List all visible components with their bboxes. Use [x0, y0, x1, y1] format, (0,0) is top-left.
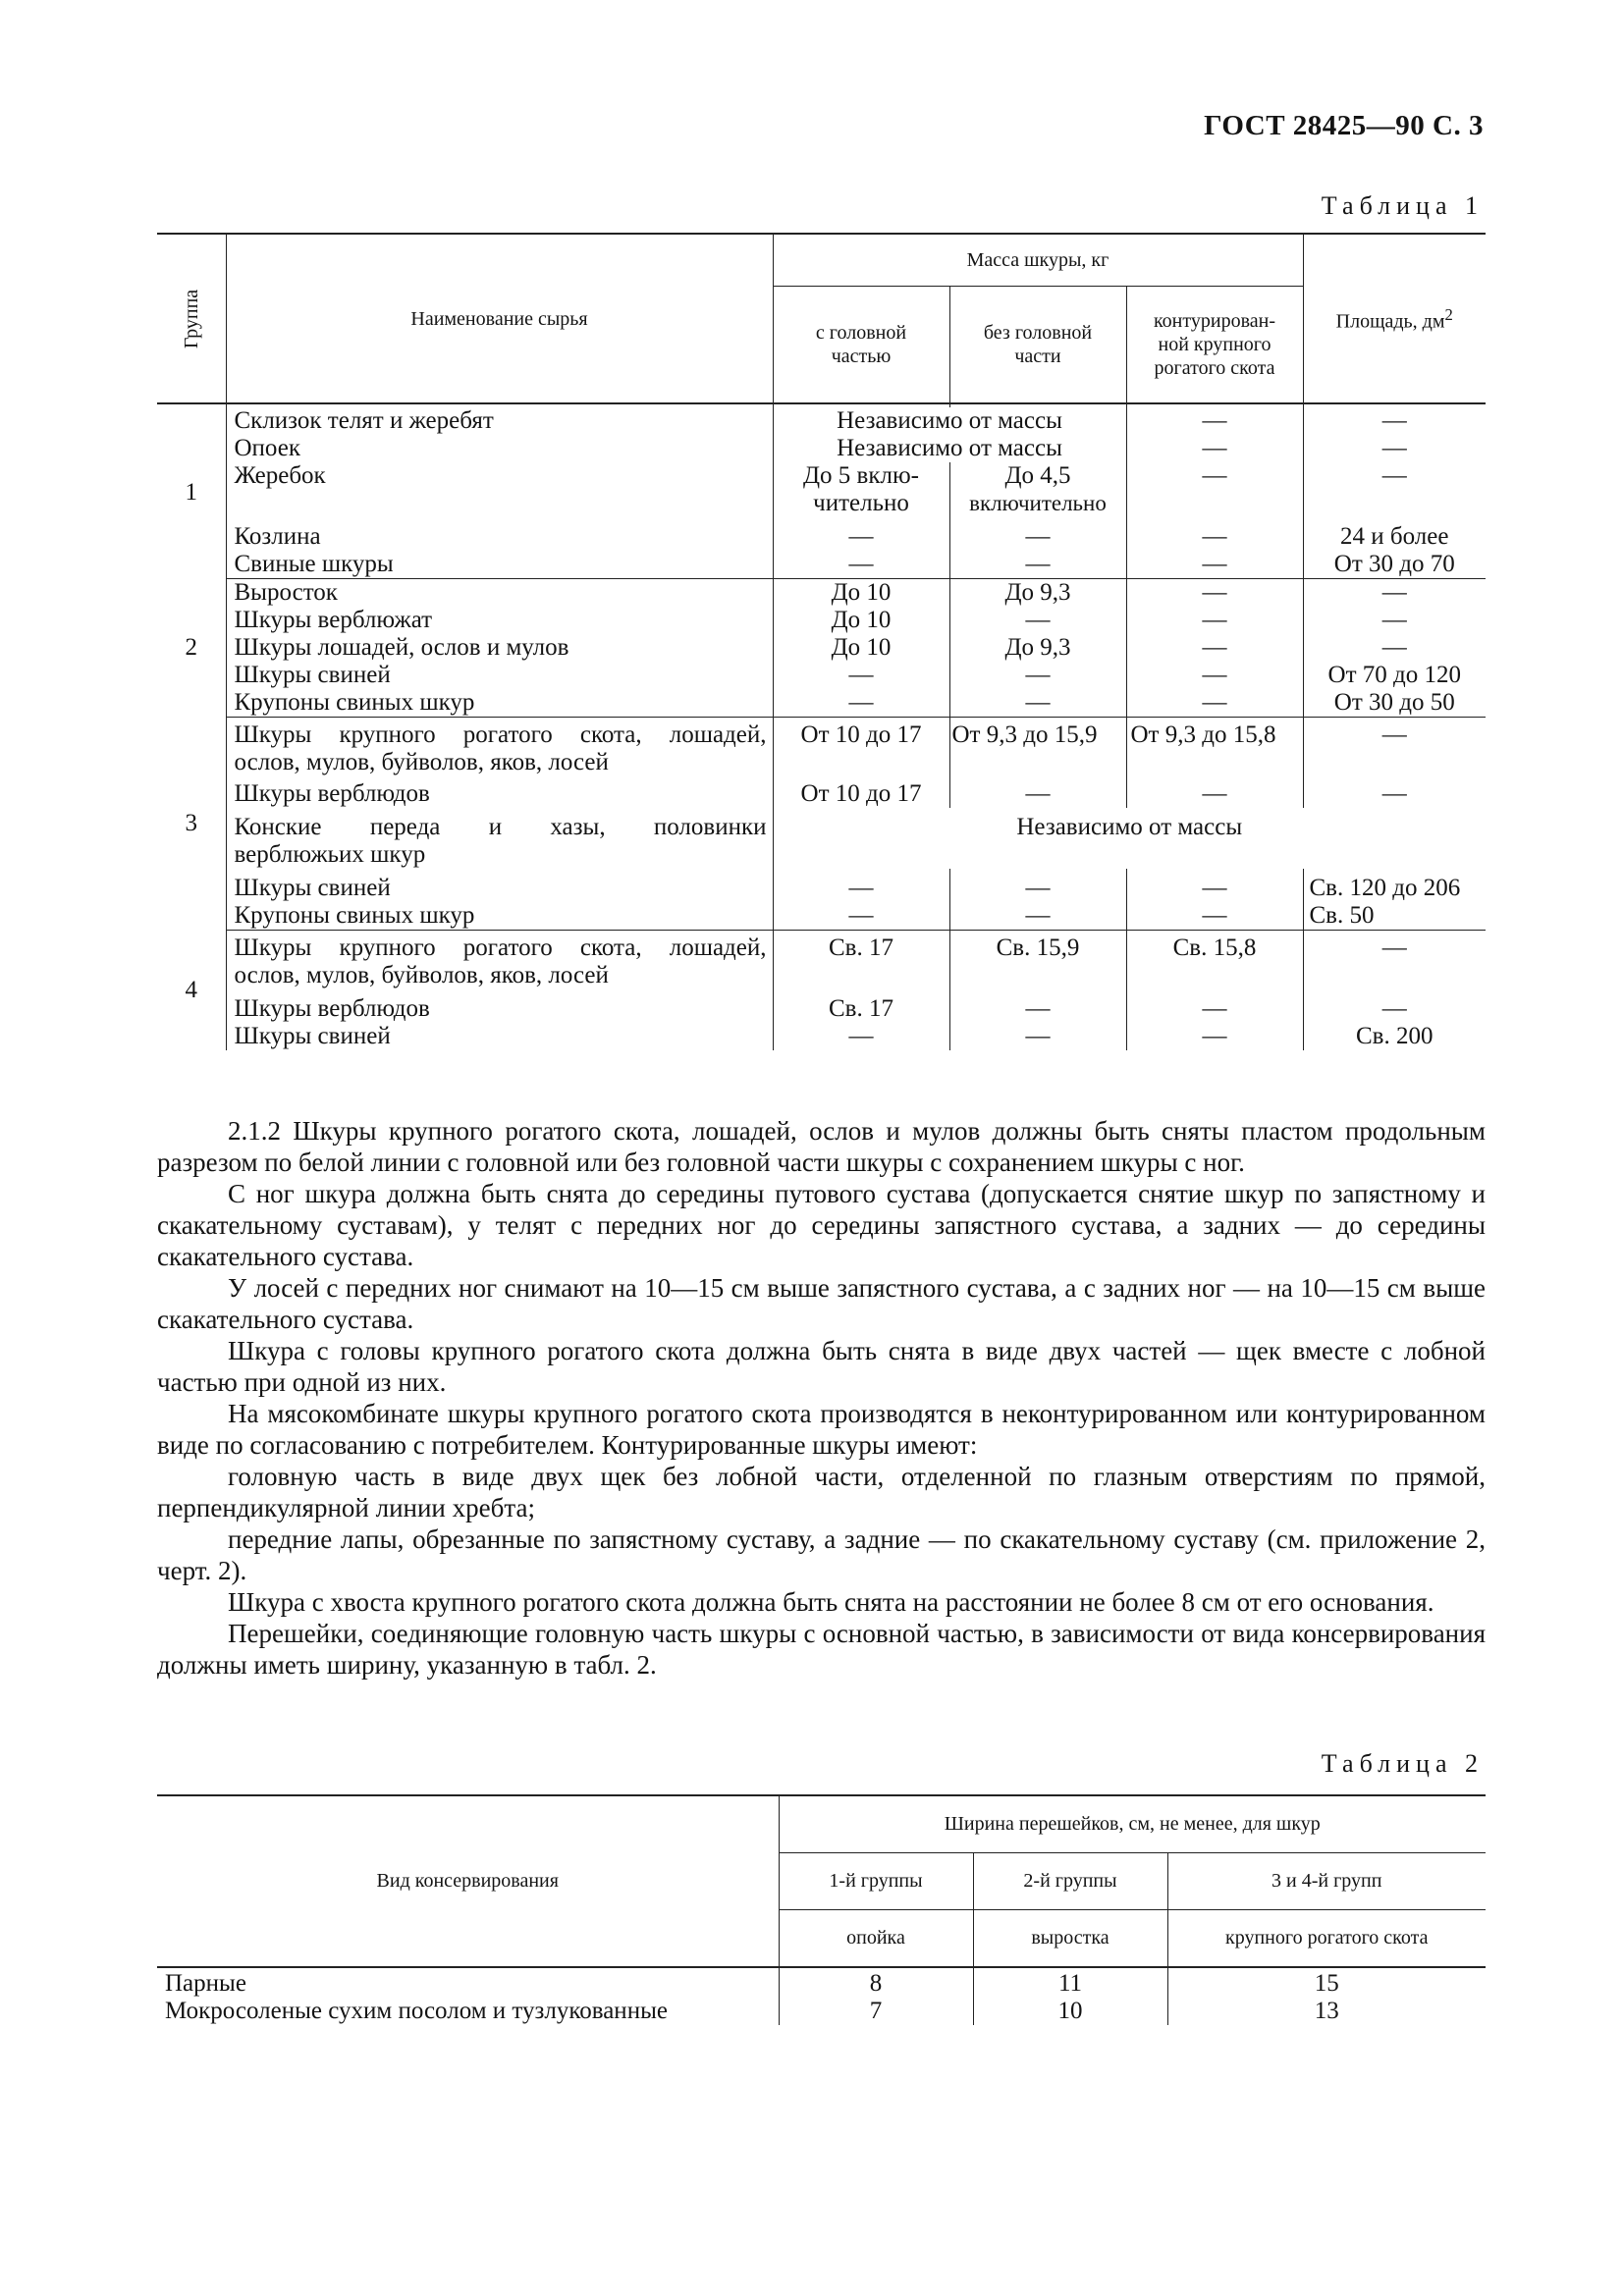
- table-row: Шкуры свиней — — — Св. 120 до 206: [157, 869, 1486, 902]
- paragraph: Шкура с хвоста крупного рогатого скота должна быть снята на расстоянии не более 8 см от его основания.: [228, 1587, 1434, 1617]
- body-text: [157, 1115, 1486, 1681]
- paragraph: Перешейки, соединяющие головную часть шкуры с основной частью, в зависимости от вида консервирования должны иметь ширину, указанную в табл. 2.: [157, 1619, 1486, 1680]
- col-mass-header: Масса шкуры, кг: [773, 234, 1303, 287]
- table-row: Свиные шкуры — — — От 30 до 70: [157, 551, 1486, 579]
- col-group-header: Группа: [157, 234, 226, 403]
- table-row: Шкуры верблюдов Св. 17 — — —: [157, 989, 1486, 1023]
- col-g1-header: 1-й группы: [779, 1853, 973, 1910]
- table-row: Конские передa и хазы, половинки верблюжьих шкур Независимо от массы: [157, 808, 1486, 869]
- table-row: Крупоны свиных шкур — — — Св. 50: [157, 902, 1486, 931]
- col-width-header: Ширина перешейков, см, не менее, для шкур: [779, 1795, 1486, 1853]
- table-row: 3 Шкуры крупного рогатого скота, лошадей, ослов, мулов, буйволов, яков, лосей От 10 до 17 От 9,3 до 15,9 От 9,3 до 15,8 —: [157, 718, 1486, 777]
- group-number: 2: [157, 579, 226, 718]
- table-row: 4 Шкуры крупного рогатого скота, лошадей, ослов, мулов, буйволов, яков, лосей Св. 17 Св. 15,9 Св. 15,8 —: [157, 931, 1486, 990]
- table-row: 1 Склизок телят и жеребят Независимо от массы — —: [157, 407, 1486, 435]
- col-area-header: Площадь, $дм^2$: [1335, 305, 1453, 333]
- table2: [157, 1794, 1486, 2025]
- table-row: Козлина — — — 24 и более: [157, 517, 1486, 551]
- table-row: Шкуры верблюжат До 10 — — —: [157, 607, 1486, 634]
- paragraph: На мясокомбинате шкуры крупного рогатого скота производятся в неконтурированном или контурированном виде по согласованию с потребителем. Контурированные шкуры имеют:: [157, 1399, 1486, 1460]
- col-with-head-header: с головной частью: [773, 287, 949, 404]
- table-row: 2 Выросток До 10 До 9,3 — —: [157, 579, 1486, 608]
- table1: [157, 233, 1486, 1050]
- table-row: Жеребок До 5 вклю- чительно До 4,5 включительно — —: [157, 462, 1486, 517]
- col-name-header: Наименование сырья: [226, 234, 773, 403]
- table-row: Шкуры свиней — — — Св. 200: [157, 1023, 1486, 1050]
- table-row: Шкуры свиней — — — От 70 до 120: [157, 662, 1486, 689]
- paragraph: С ног шкура должна быть снята до середины путового сустава (допускается снятие шкур по запястному и скакательному суставам), у телят с передних ног до середины запястного сустава, а задних — до середины скакательного сустава.: [157, 1179, 1486, 1271]
- paragraph: передние лапы, обрезанные по запястному суставу, а задние — по скакательному суставу (см. приложение 2, черт. 2).: [157, 1524, 1486, 1585]
- group-number: 1: [157, 407, 226, 579]
- table-row: Шкуры лошадей, ослов и мулов До 10 До 9,3 — —: [157, 634, 1486, 662]
- col-g2-header: 2-й группы: [973, 1853, 1167, 1910]
- col-s34-header: крупного рогатого скота: [1225, 1927, 1429, 1949]
- col-g34-header: 3 и 4-й групп: [1167, 1853, 1486, 1910]
- table-row: Опоек Независимо от массы — —: [157, 435, 1486, 462]
- paragraph: У лосей с передних ног снимают на 10—15 см выше запястного сустава, а с задних ног — на 10—15 см выше скакательного сустава.: [157, 1273, 1486, 1334]
- col-s1-header: опойка: [779, 1910, 973, 1968]
- group-number: 4: [157, 931, 226, 1051]
- col-contoured-header: контурирован- ной крупного рогатого скота: [1126, 287, 1303, 404]
- paragraph: 2.1.2 Шкуры крупного рогатого скота, лошадей, ослов и мулов должны быть сняты пластом продольным разрезом по белой линии с головной или без головной части шкуры с сохранением шкуры с ног.: [157, 1116, 1486, 1177]
- table-row: Крупоны свиных шкур — — — От 30 до 50: [157, 689, 1486, 718]
- paragraph: головную часть в виде двух щек без лобной части, отделенной по глазным отверстиям по прямой, перпендикулярной линии хребта;: [157, 1462, 1486, 1522]
- col-kind-header: Вид консервирования: [157, 1795, 779, 1967]
- col-without-head-header: без головной части: [949, 287, 1126, 404]
- table-row: Парные 8 11 15: [157, 1967, 1486, 1998]
- page-header: ГОСТ 28425—90 С. 3: [1204, 110, 1484, 141]
- col-s2-header: выростка: [973, 1910, 1167, 1968]
- paragraph: Шкура с головы крупного рогатого скота должна быть снята в виде двух частей — щек вместе с лобной частью при одной из них.: [157, 1336, 1486, 1397]
- table1-caption: Таблица 1: [1321, 191, 1484, 220]
- group-number: 3: [157, 718, 226, 931]
- table-row: Мокросоленые сухим посолом и тузлукованные 7 10 13: [157, 1998, 1486, 2025]
- table-row: Шкуры верблюдов От 10 до 17 — — —: [157, 776, 1486, 808]
- table2-caption: Таблица 2: [1321, 1749, 1484, 1778]
